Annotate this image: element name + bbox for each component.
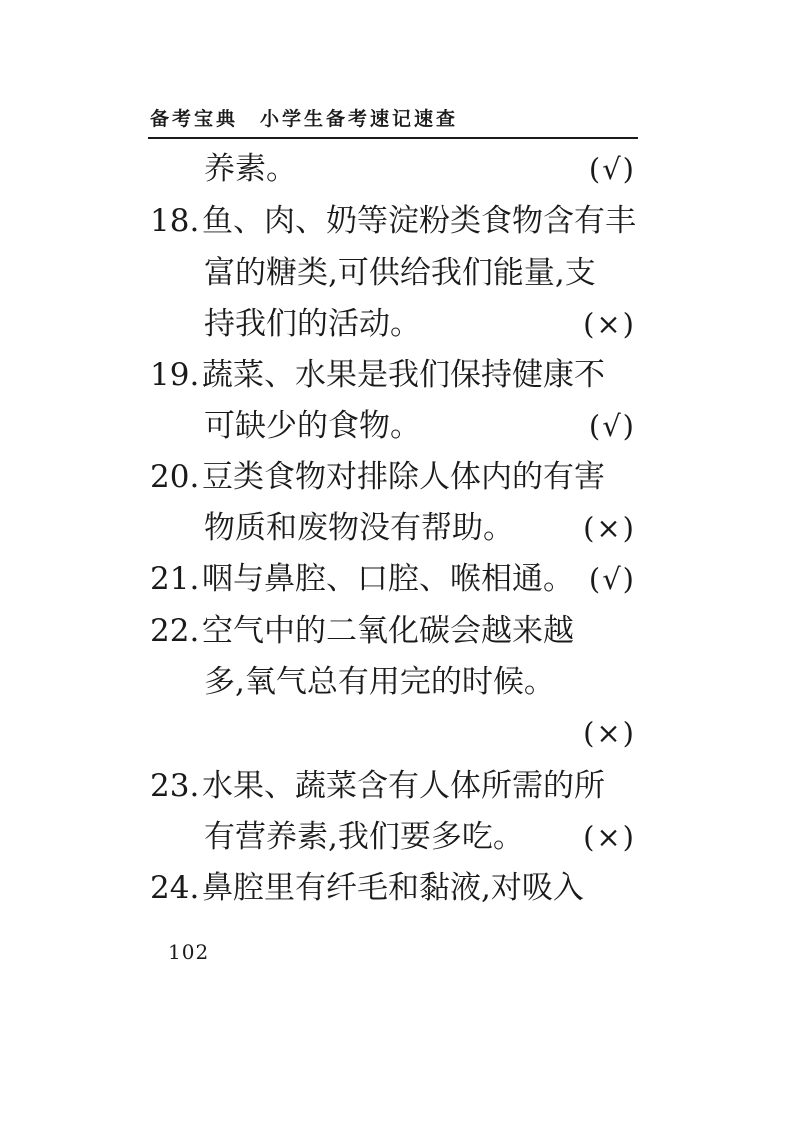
question-number: 22. (150, 613, 200, 649)
question-line (150, 451, 605, 503)
answer-mark: (×) (583, 511, 636, 545)
running-head (150, 104, 458, 131)
question-line: 物质和废物没有帮助。 (204, 510, 514, 546)
question-text: 鼻腔里有纤毛和黏液,对吸入 (202, 870, 584, 906)
question-number: 18. (150, 203, 200, 239)
question-number: 24. (150, 870, 200, 906)
book-title: 备考宝典 (150, 108, 239, 130)
question-line (150, 195, 636, 247)
series-title: 小学生备考速记速查 (260, 108, 459, 130)
answer-mark: (×) (583, 307, 636, 341)
question-line: 养素。 (204, 151, 297, 187)
question-number: 20. (150, 459, 200, 495)
question-line (150, 605, 574, 657)
question-line (150, 862, 584, 914)
answer-mark: (√) (588, 409, 636, 443)
question-line: 富的糖类,可供给我们能量,支 (204, 255, 596, 291)
question-text: 鱼、肉、奶等淀粉类食物含有丰 (202, 203, 636, 239)
answer-mark: (×) (583, 820, 636, 854)
question-text: 咽与鼻腔、口腔、喉相通。 (202, 561, 574, 597)
page-number: 102 (168, 940, 210, 964)
question-line (150, 760, 605, 812)
question-line: 可缺少的食物。 (204, 408, 421, 444)
question-line: 有营养素,我们要多吃。 (204, 819, 524, 855)
header-rule (148, 137, 638, 139)
question-line: 持我们的活动。 (204, 306, 421, 342)
answer-mark: (√) (588, 152, 636, 186)
question-line (150, 349, 605, 401)
question-number: 23. (150, 768, 200, 804)
question-line: 多,氧气总有用完的时候。 (204, 664, 555, 700)
answer-mark: (√) (588, 562, 636, 596)
question-number: 21. (150, 561, 200, 597)
question-text: 水果、蔬菜含有人体所需的所 (202, 768, 605, 804)
question-text: 空气中的二氧化碳会越来越 (202, 613, 574, 649)
answer-mark: (×) (583, 716, 636, 750)
question-text: 豆类食物对排除人体内的有害 (202, 459, 605, 495)
question-number: 19. (150, 357, 200, 393)
question-line (150, 553, 574, 605)
question-text: 蔬菜、水果是我们保持健康不 (202, 357, 605, 393)
